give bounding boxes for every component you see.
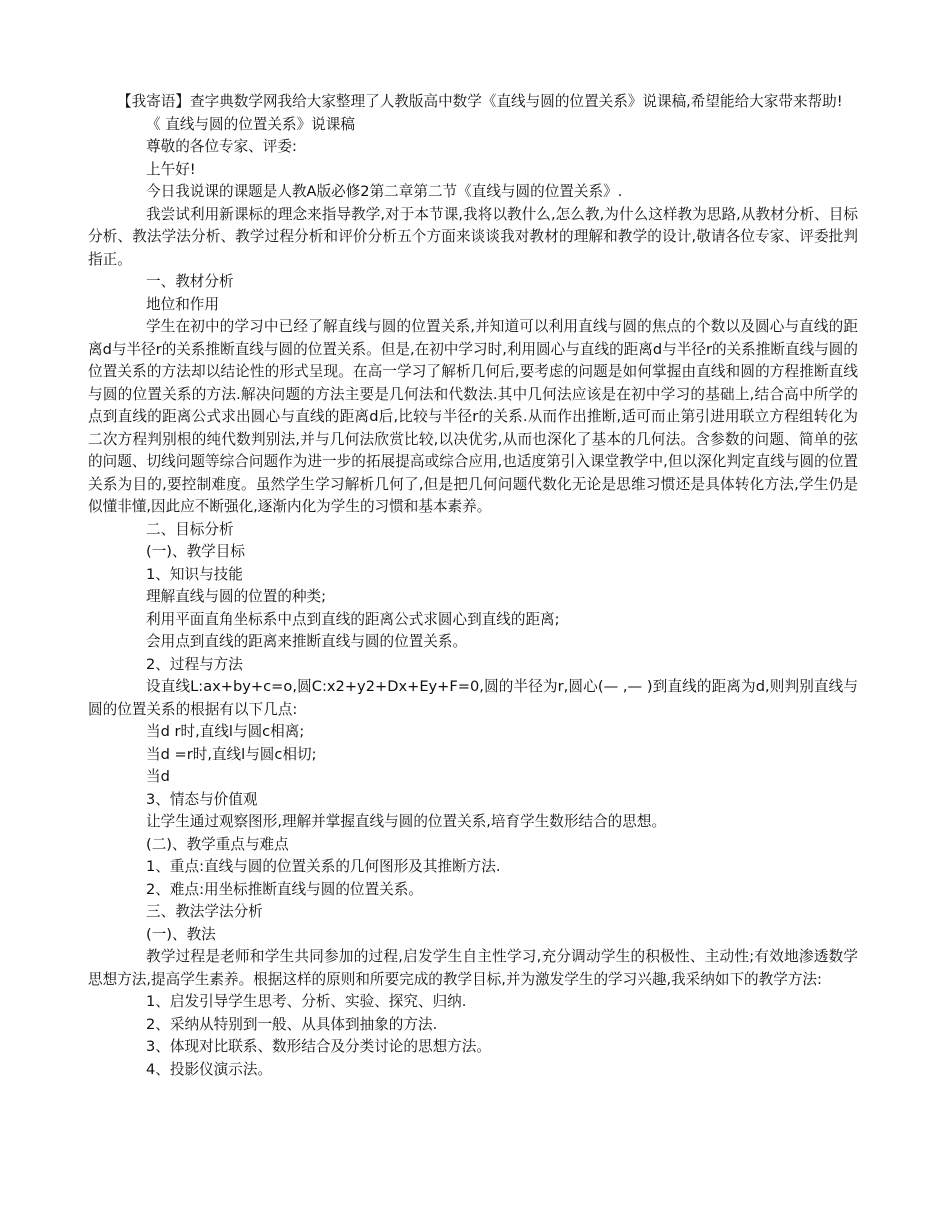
topic-statement: 今日我说课的课题是人教A版必修2第二章第二节《直线与圆的位置关系》. <box>146 183 623 200</box>
goal-line-1: 理解直线与圆的位置的种类; <box>146 588 327 605</box>
item-process-method: 2、过程与方法 <box>146 655 243 673</box>
criterion-intersect: 当d <box>146 768 170 785</box>
intro-paragraph: 【我寄语】查字典数学网我给大家整理了人教版高中数学《直线与圆的位置关系》说课稿,希望能给大家带来帮助! <box>117 93 843 110</box>
greeting: 上午好! <box>146 160 196 178</box>
criterion-separate: 当d r时,直线l与圆c相离; <box>146 723 305 740</box>
teaching-method-paragraph: 教学过程是老师和学生共同参加的过程,启发学生自主性学习,充分调动学生的积极性、主动性;有效地渗透数学思想方法,提高学生素养。根据这样的原则和所要完成的教学目标,并为激发学生的学习兴趣,我采纳如下的教学方法: <box>88 948 858 988</box>
subheading-teaching-method: (一)、教法 <box>146 925 216 943</box>
overview-paragraph: 我尝试利用新课标的理念来指导教学,对于本节课,我将以教什么,怎么教,为什么这样教为思路,从教材分析、目标分析、教法学法分析、教学过程分析和评价分析五个方面来谈谈我对教材的理解和教学的设计,敬请各位专家、评委批判指正。 <box>88 205 858 268</box>
subheading-teaching-goals: (一)、教学目标 <box>146 543 245 560</box>
material-analysis-paragraph: 学生在初中的学习中已经了解直线与圆的位置关系,并知道可以利用直线与圆的焦点的个数以及圆心与直线的距离d与半径r的关系推断直线与圆的位置关系。但是,在初中学习时,利用圆心与直线的距离d与半径r的关系推断直线与圆的位置关系的方法却以结论性的形式呈现。在高一学习了解析几何后,要考虑的问题是如何掌握由直线和圆的方程推断直线与圆的位置关系的方法.解决问题的方法主要是几何法和代数法.其中几何法应该是在初中学习的基础上,结合高中所学的点到直线的距离公式求出圆心与直线的距离d后,比较与半径r的关系.从而作出推断,适可而止第引进用联立方程组转化为二次方程判别根的纯代数判别法,并与几何法欣赏比较,以决优劣,从而也深化了基本的几何法。含参数的问题、简单的弦的问题、切线问题等综合问题作为进一步的拓展提高或综合应用,也适度第引入课堂教学中,但以深化判定直线与圆的位置关系为目的,要控制难度。虽然学生学习解析几何了,但是把几何问题代数化无论是思维习惯还是具体转化方法,学生仍是似懂非懂,因此应不断强化,逐渐内化为学生的习惯和基本素养。 <box>88 318 858 515</box>
method-item-1: 1、启发引导学生思考、分析、实验、探究、归纳. <box>146 993 467 1010</box>
subheading-position: 地位和作用 <box>146 295 219 313</box>
attitude-line: 让学生通过观察图形,理解并掌握直线与圆的位置关系,培育学生数形结合的思想。 <box>146 813 667 830</box>
salutation: 尊敬的各位专家、评委: <box>146 138 297 155</box>
method-item-2: 2、采纳从特别到一般、从具体到抽象的方法. <box>146 1015 438 1033</box>
subheading-key-points: (二)、教学重点与难点 <box>146 835 289 853</box>
goal-line-3: 会用点到直线的距离来推断直线与圆的位置关系。 <box>146 633 468 650</box>
document-body <box>88 91 858 1081</box>
document-title: 《 直线与圆的位置关系》说课稿 <box>146 115 355 133</box>
section-heading-1: 一、教材分析 <box>146 273 234 290</box>
criterion-tangent: 当d =r时,直线l与圆c相切; <box>146 745 317 763</box>
goal-line-2: 利用平面直角坐标系中点到直线的距离公式求圆心到直线的距离; <box>146 610 560 628</box>
item-knowledge-skills: 1、知识与技能 <box>146 565 243 583</box>
section-heading-2: 二、目标分析 <box>146 520 234 538</box>
section-heading-3: 三、教法学法分析 <box>146 903 263 920</box>
difficulty-line: 2、难点:用坐标推断直线与圆的位置关系。 <box>146 880 423 898</box>
criteria-paragraph: 设直线L:ax+by+c=o,圆C:x2+y2+Dx+Ey+F=0,圆的半径为r,圆心(— ,— )到直线的距离为d,则判别直线与圆的位置关系的根据有以下几点: <box>88 678 858 718</box>
method-item-3: 3、体现对比联系、数形结合及分类讨论的思想方法。 <box>146 1038 491 1055</box>
key-point-line: 1、重点:直线与圆的位置关系的几何图形及其推断方法. <box>146 858 501 875</box>
method-item-4: 4、投影仪演示法。 <box>146 1060 273 1078</box>
item-attitude-values: 3、情态与价值观 <box>146 790 258 808</box>
